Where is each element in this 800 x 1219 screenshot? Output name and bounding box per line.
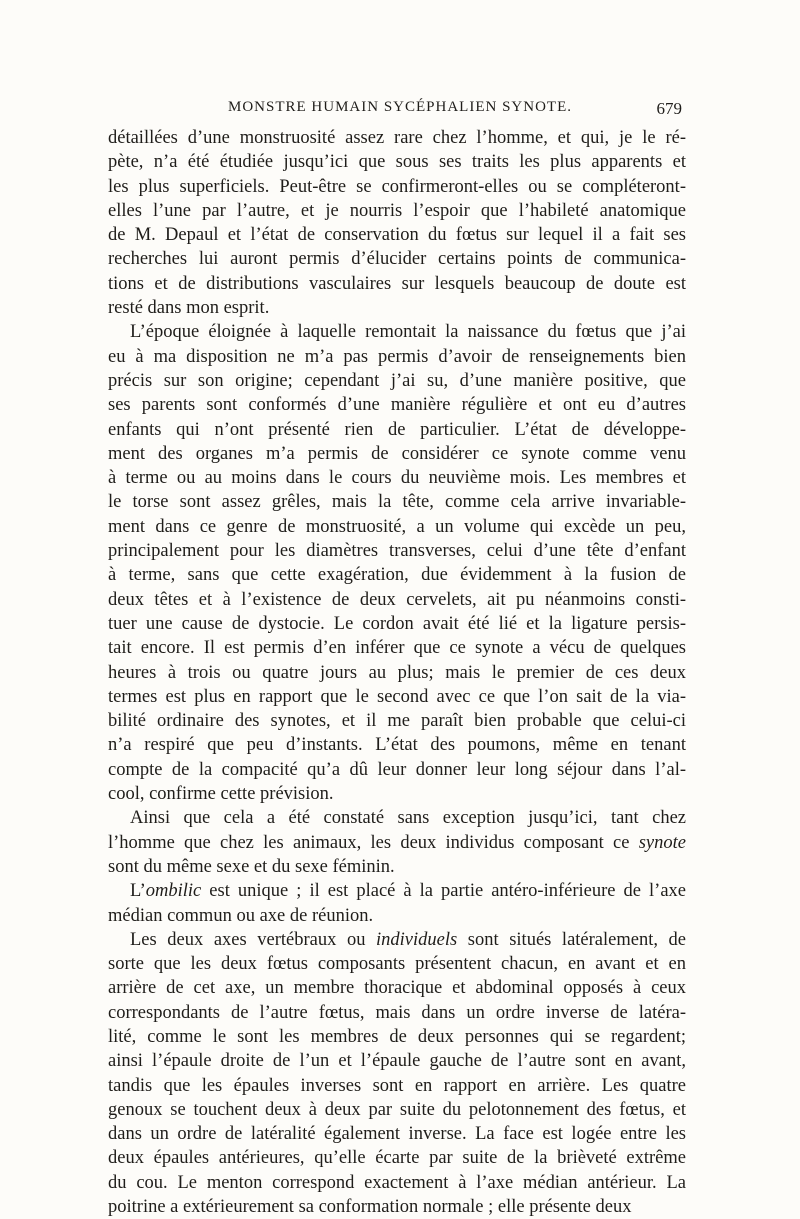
text-line: le torse sont assez grêles, mais la tête, comme cela arrive invariable- (108, 492, 686, 513)
text-line: compte de la compacité qu’a dû leur donner leur long séjour dans l’al- (108, 759, 686, 780)
text-line: tandis que les épaules inverses sont en rapport en arrière. Les quatre (108, 1075, 686, 1096)
text-line: ment dans ce genre de monstruosité, a un volume qui excède un peu, (108, 516, 686, 537)
body-text (108, 126, 686, 1219)
text-line: tait encore. Il est permis d’en inférer que ce synote a vécu de quelques (108, 638, 686, 659)
text-line: ment des organes m’a permis de considérer ce synote comme venu (108, 443, 686, 464)
page-number: 679 (656, 99, 682, 118)
text-line: pète, n’a été étudiée jusqu’ici que sous ses traits les plus apparents et (108, 152, 686, 173)
text-line: cool, confirme cette prévision. (108, 784, 334, 805)
text-line: dans un ordre de latéralité également inverse. La face est logée entre les (108, 1124, 686, 1145)
text-line: resté dans mon esprit. (108, 298, 270, 319)
text-line: Ainsi que cela a été constaté sans exception jusqu’ici, tant chez (130, 808, 686, 829)
text-line: poitrine a extérieurement sa conformation normale ; elle présente deux (108, 1197, 632, 1218)
text-line: les plus superficiels. Peut-être se confirmeront-elles ou se compléteront- (108, 176, 686, 197)
text-line: eu à ma disposition ne m’a pas permis d’avoir de renseignements bien (108, 346, 686, 367)
text-line: genoux se touchent deux à deux par suite du pelotonnement des fœtus, et (108, 1099, 686, 1120)
text-line: du cou. Le menton correspond exactement à l’axe médian antérieur. La (108, 1172, 686, 1193)
text-line: sont du même sexe et du sexe féminin. (108, 856, 395, 877)
text-line: ses parents sont conformés d’une manière régulière et ont eu d’autres (108, 395, 686, 416)
text-line: Les deux axes vertébraux ou individuels sont situés latéralement, de (130, 929, 686, 950)
text-line: tions et de distributions vasculaires sur lesquels beaucoup de doute est (108, 273, 686, 294)
text-line: à terme, sans que cette exagération, due évidemment à la fusion de (108, 565, 686, 586)
text-line: détaillées d’une monstruosité assez rare chez l’homme, et qui, je le ré- (108, 128, 686, 148)
text-line: ainsi l’épaule droite de l’un et l’épaule gauche de l’autre sont en avant, (108, 1051, 686, 1072)
text-line: correspondants de l’autre fœtus, mais dans un ordre inverse de latéra- (108, 1002, 686, 1023)
text-line: bilité ordinaire des synotes, et il me paraît bien probable que celui-ci (108, 711, 686, 732)
text-line: précis sur son origine; cependant j’ai su, d’une manière positive, que (108, 370, 686, 391)
text-line: enfants qui n’ont présenté rien de particulier. L’état de développe- (108, 419, 686, 440)
text-line: recherches lui auront permis d’élucider certains points de communica- (108, 249, 686, 270)
text-line: deux épaules antérieures, qu’elle écarte par suite de la brièveté extrême (108, 1148, 686, 1169)
text-line: l’homme que chez les animaux, les deux individus composant ce synote (108, 832, 686, 853)
text-line: deux têtes et à l’existence de deux cervelets, ait pu néanmoins consti- (108, 589, 686, 610)
text-line: à terme ou au moins dans le cours du neuvième mois. Les membres et (108, 468, 686, 489)
text-line: lité, comme le sont les membres de deux personnes qui se regardent; (108, 1026, 686, 1047)
running-title: MONSTRE HUMAIN SYCÉPHALIEN SYNOTE. (228, 99, 573, 115)
text-line: heures à trois ou quatre jours au plus; mais le premier de ces deux (108, 662, 686, 683)
text-line: L’époque éloignée à laquelle remontait la naissance du fœtus que j’ai (130, 322, 686, 343)
text-line: L’ombilic est unique ; il est placé à la partie antéro-inférieure de l’axe (130, 881, 686, 902)
text-line: sorte que les deux fœtus composants présentent chacun, en avant et en (108, 954, 686, 975)
text-line: elles l’une par l’autre, et je nourris l’espoir que l’habileté anatomique (108, 200, 686, 221)
text-line: principalement pour les diamètres transverses, celui d’une tête d’enfant (108, 541, 686, 562)
text-line: termes est plus en rapport que le second avec ce que l’on sait de la via- (108, 686, 686, 707)
text-line: arrière de cet axe, un membre thoracique et abdominal opposés à ceux (108, 978, 686, 999)
text-line: médian commun ou axe de réunion. (108, 905, 374, 926)
text-line: n’a respiré que peu d’instants. L’état des poumons, même en tenant (108, 735, 686, 756)
text-line: tuer une cause de dystocie. Le cordon avait été lié et la ligature persis- (108, 613, 686, 634)
running-header (108, 99, 682, 123)
text-line: de M. Depaul et l’état de conservation du fœtus sur lequel il a fait ses (108, 225, 686, 246)
